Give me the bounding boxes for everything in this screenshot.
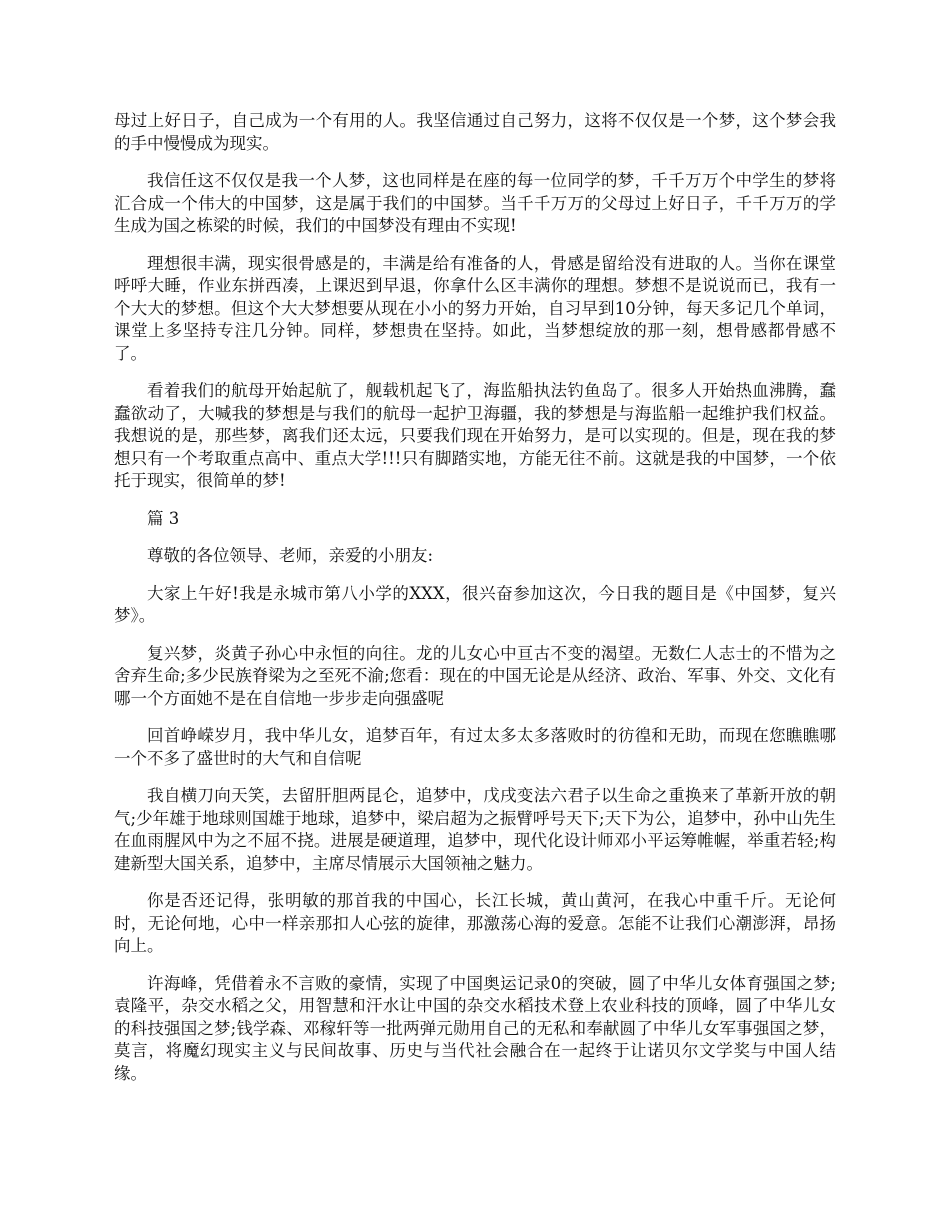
salutation: 尊敬的各位领导、老师，亲爱的小朋友: — [147, 546, 434, 565]
paragraph: 理想很丰满，现实很骨感是的，丰满是给有准备的人，骨感是留给没有进取的人。当你在课堂呼呼大睡，作业东拼西凑，上课迟到早退，你拿什么区丰满你的理想。梦想不是说说而已，我有一个大大的梦想。但这个大大梦想要从现在小小的努力开始，自习早到10分钟，每天多记几个单词，课堂上多坚持专注几分钟。同样，梦想贵在坚持。如此，当梦想绽放的那一刻，想骨感都骨感不了。 — [114, 253, 836, 363]
paragraph: 你是否还记得，张明敏的那首我的中国心，长江长城，黄山黄河，在我心中重千斤。无论何时，无论何地，心中一样亲那扣人心弦的旋律，那激荡心海的爱意。怎能不让我们心潮澎湃，昂扬向上。 — [114, 891, 836, 955]
section-heading: 篇 3 — [147, 508, 180, 528]
paragraph-continuation: 母过上好日子，自己成为一个有用的人。我坚信通过自己努力，这将不仅仅是一个梦，这个梦会我的手中慢慢成为现实。 — [114, 111, 836, 153]
paragraph: 复兴梦，炎黄子孙心中永恒的向往。龙的儿女心中亘古不变的渴望。无数仁人志士的不惜为之舍弃生命;多少民族脊梁为之至死不渝;您看：现在的中国无论是从经济、政治、军事、外交、文化有哪一个方面她不是在自信地一步步走向强盛呢 — [114, 643, 836, 708]
paragraph: 看着我们的航母开始起航了，舰载机起飞了，海监船执法钓鱼岛了。很多人开始热血沸腾，蠢蠢欲动了，大喊我的梦想是与我们的航母一起护卫海疆，我的梦想是与海监船一起维护我们权益。我想说的是，那些梦，离我们还太远，只要我们现在开始努力，是可以实现的。但是，现在我的梦想只有一个考取重点高中、重点大学!!!只有脚踏实地，方能无往不前。这就是我的中国梦，一个依托于现实，很简单的梦! — [114, 381, 836, 490]
paragraph: 我信任这不仅仅是我一个人梦，这也同样是在座的每一位同学的梦，千千万万个中学生的梦将汇合成一个伟大的中国梦，这是属于我们的中国梦。当千千万万的父母过上好日子，千千万万的学生成为国之栋梁的时候，我们的中国梦没有理由不实现! — [114, 171, 836, 235]
paragraph: 回首峥嵘岁月，我中华儿女，追梦百年，有过太多太多落败时的彷徨和无助，而现在您瞧瞧哪一个不多了盛世时的大气和自信呢 — [114, 726, 836, 768]
paragraph: 大家上午好!我是永城市第八小学的XXX，很兴奋参加这次，今日我的题目是《中国梦，复兴梦》。 — [114, 583, 836, 625]
paragraph: 许海峰，凭借着永不言败的豪情，实现了中国奥运记录0的突破，圆了中华儿女体育强国之梦;袁隆平，杂交水稻之父，用智慧和汗水让中国的杂交水稻技术登上农业科技的顶峰，圆了中华儿女的科技强国之梦;钱学森、邓稼轩等一批两弹元勋用自己的无私和奉献圆了中华儿女军事强国之梦，莫言，将魔幻现实主义与民间故事、历史与当代社会融合在一起终于让诺贝尔文学奖与中国人结缘。 — [114, 973, 836, 1083]
paragraph: 我自横刀向天笑，去留肝胆两昆仑，追梦中，戊戌变法六君子以生命之重换来了革新开放的朝气;少年雄于地球则国雄于地球，追梦中，梁启超为之振臂呼号天下;天下为公，追梦中，孙中山先生在血雨腥风中为之不屈不挠。进展是硬道理，追梦中，现代化设计师邓小平运筹帷幄，举重若轻;构建新型大国关系，追梦中，主席尽情展示大国领袖之魅力。 — [114, 786, 836, 873]
document-body — [114, 110, 836, 1100]
